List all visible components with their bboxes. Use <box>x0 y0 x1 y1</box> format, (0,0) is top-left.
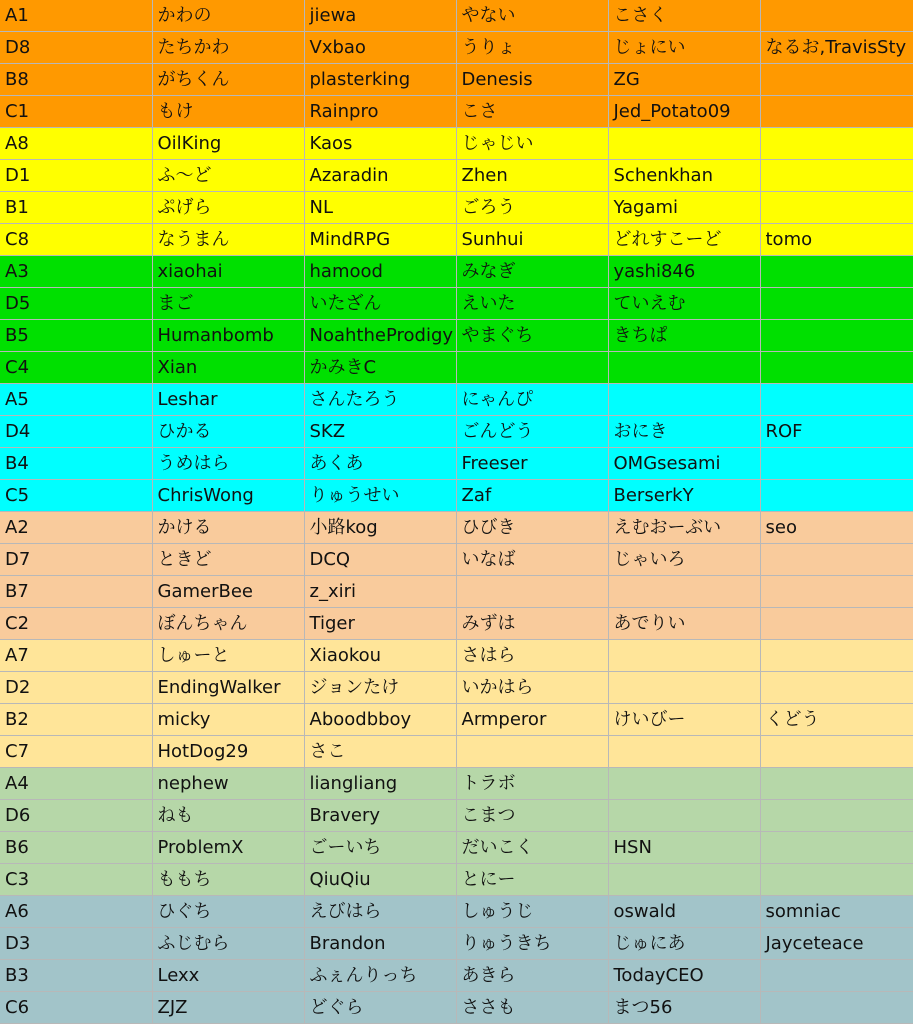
player-cell[interactable] <box>608 640 760 672</box>
slot-cell[interactable]: C5 <box>0 480 152 512</box>
player-cell[interactable]: tomo <box>760 224 913 256</box>
player-cell[interactable]: やまぐち <box>456 320 608 352</box>
player-cell[interactable]: ひびき <box>456 512 608 544</box>
player-cell[interactable]: かわの <box>152 0 304 32</box>
table-row <box>0 160 913 192</box>
player-cell[interactable]: えいた <box>456 288 608 320</box>
player-cell[interactable]: ProblemX <box>152 832 304 864</box>
player-cell[interactable]: くどう <box>760 704 913 736</box>
player-cell[interactable]: ごんどう <box>456 416 608 448</box>
player-cell[interactable]: りゅうきち <box>456 928 608 960</box>
slot-cell[interactable]: D1 <box>0 160 152 192</box>
player-cell[interactable]: やない <box>456 0 608 32</box>
player-cell[interactable]: nephew <box>152 768 304 800</box>
slot-cell[interactable]: A2 <box>0 512 152 544</box>
table-row <box>0 192 913 224</box>
table-row <box>0 480 913 512</box>
slot-cell[interactable]: C8 <box>0 224 152 256</box>
player-cell[interactable]: Zhen <box>456 160 608 192</box>
table-row <box>0 704 913 736</box>
slot-cell[interactable]: C6 <box>0 992 152 1024</box>
player-cell[interactable]: ささも <box>456 992 608 1024</box>
player-cell[interactable]: EndingWalker <box>152 672 304 704</box>
player-cell[interactable]: おにき <box>608 416 760 448</box>
player-cell[interactable]: あきら <box>456 960 608 992</box>
player-cell[interactable]: Denesis <box>456 64 608 96</box>
player-cell[interactable]: じゃじい <box>456 128 608 160</box>
player-cell[interactable]: Schenkhan <box>608 160 760 192</box>
table-row <box>0 544 913 576</box>
slot-cell[interactable]: B1 <box>0 192 152 224</box>
player-cell[interactable]: micky <box>152 704 304 736</box>
player-cell[interactable] <box>760 160 913 192</box>
player-cell[interactable] <box>760 96 913 128</box>
slot-cell[interactable]: C4 <box>0 352 152 384</box>
player-cell[interactable]: ときど <box>152 544 304 576</box>
slot-cell[interactable]: D5 <box>0 288 152 320</box>
player-cell[interactable]: Leshar <box>152 384 304 416</box>
player-cell[interactable] <box>760 128 913 160</box>
player-cell[interactable]: ねも <box>152 800 304 832</box>
player-cell[interactable]: ごーいち <box>304 832 456 864</box>
player-cell[interactable]: じゃいろ <box>608 544 760 576</box>
slot-cell[interactable]: A4 <box>0 768 152 800</box>
player-cell[interactable]: Azaradin <box>304 160 456 192</box>
player-cell[interactable]: Bravery <box>304 800 456 832</box>
player-cell[interactable]: みずは <box>456 608 608 640</box>
player-cell[interactable] <box>456 736 608 768</box>
player-cell[interactable]: HSN <box>608 832 760 864</box>
slot-cell[interactable]: C3 <box>0 864 152 896</box>
player-cell[interactable]: ZG <box>608 64 760 96</box>
player-cell[interactable]: さんたろう <box>304 384 456 416</box>
slot-cell[interactable]: A8 <box>0 128 152 160</box>
player-cell[interactable]: こさ <box>456 96 608 128</box>
table-row <box>0 768 913 800</box>
slot-cell[interactable]: A5 <box>0 384 152 416</box>
player-cell[interactable] <box>760 672 913 704</box>
player-cell[interactable]: なるお,TravisSty <box>760 32 913 64</box>
table-row <box>0 992 913 1024</box>
table-row <box>0 352 913 384</box>
table-row <box>0 608 913 640</box>
player-cell[interactable] <box>608 800 760 832</box>
table-row <box>0 128 913 160</box>
player-cell[interactable]: ROF <box>760 416 913 448</box>
table-row <box>0 320 913 352</box>
player-cell[interactable]: Aboodbboy <box>304 704 456 736</box>
player-cell[interactable]: Brandon <box>304 928 456 960</box>
player-cell[interactable]: jiewa <box>304 0 456 32</box>
player-cell[interactable]: Armperor <box>456 704 608 736</box>
player-cell[interactable] <box>760 832 913 864</box>
player-cell[interactable] <box>760 960 913 992</box>
player-cell[interactable]: みなぎ <box>456 256 608 288</box>
table-row <box>0 224 913 256</box>
player-cell[interactable]: GamerBee <box>152 576 304 608</box>
player-cell[interactable]: DCQ <box>304 544 456 576</box>
player-cell[interactable]: ぼんちゃん <box>152 608 304 640</box>
player-cell[interactable]: 小路kog <box>304 512 456 544</box>
slot-cell[interactable]: D7 <box>0 544 152 576</box>
player-cell[interactable] <box>608 352 760 384</box>
table-row <box>0 416 913 448</box>
player-cell[interactable]: ていえむ <box>608 288 760 320</box>
player-cell[interactable]: HotDog29 <box>152 736 304 768</box>
table-row <box>0 0 913 32</box>
player-cell[interactable]: SKZ <box>304 416 456 448</box>
player-cell[interactable] <box>456 576 608 608</box>
player-cell[interactable]: いたざん <box>304 288 456 320</box>
player-cell[interactable] <box>760 64 913 96</box>
player-cell[interactable] <box>760 288 913 320</box>
player-cell[interactable] <box>760 448 913 480</box>
player-cell[interactable]: Yagami <box>608 192 760 224</box>
player-cell[interactable]: さこ <box>304 736 456 768</box>
slot-cell[interactable]: B5 <box>0 320 152 352</box>
player-cell[interactable]: ごろう <box>456 192 608 224</box>
slot-cell[interactable]: D6 <box>0 800 152 832</box>
player-cell[interactable]: Tiger <box>304 608 456 640</box>
player-cell[interactable]: ジョンたけ <box>304 672 456 704</box>
player-cell[interactable] <box>608 768 760 800</box>
table-row <box>0 736 913 768</box>
slot-cell[interactable]: A3 <box>0 256 152 288</box>
player-cell[interactable]: ChrisWong <box>152 480 304 512</box>
player-cell[interactable]: NL <box>304 192 456 224</box>
player-cell[interactable] <box>760 640 913 672</box>
player-cell[interactable]: うめはら <box>152 448 304 480</box>
player-cell[interactable] <box>760 0 913 32</box>
table-row <box>0 896 913 928</box>
player-cell[interactable] <box>608 736 760 768</box>
player-cell[interactable]: Rainpro <box>304 96 456 128</box>
player-cell[interactable]: ひぐち <box>152 896 304 928</box>
table-row <box>0 96 913 128</box>
table-row <box>0 960 913 992</box>
player-cell[interactable]: Freeser <box>456 448 608 480</box>
player-cell[interactable]: こさく <box>608 0 760 32</box>
table-row <box>0 64 913 96</box>
player-cell[interactable]: まつ56 <box>608 992 760 1024</box>
player-cell[interactable] <box>760 992 913 1024</box>
player-cell[interactable]: さはら <box>456 640 608 672</box>
slot-cell[interactable]: D8 <box>0 32 152 64</box>
player-cell[interactable]: かみきC <box>304 352 456 384</box>
player-cell[interactable] <box>760 544 913 576</box>
slot-cell[interactable]: D4 <box>0 416 152 448</box>
player-cell[interactable]: NoahtheProdigy <box>304 320 456 352</box>
player-cell[interactable] <box>760 768 913 800</box>
player-cell[interactable]: plasterking <box>304 64 456 96</box>
table-row <box>0 288 913 320</box>
slot-cell[interactable]: A7 <box>0 640 152 672</box>
player-cell[interactable] <box>760 256 913 288</box>
player-cell[interactable] <box>760 320 913 352</box>
player-cell[interactable]: Jed_Potato09 <box>608 96 760 128</box>
table-row <box>0 928 913 960</box>
slot-cell[interactable]: C2 <box>0 608 152 640</box>
player-cell[interactable]: いなば <box>456 544 608 576</box>
slot-cell[interactable]: B6 <box>0 832 152 864</box>
table-row <box>0 256 913 288</box>
player-cell[interactable] <box>760 192 913 224</box>
player-cell[interactable] <box>760 576 913 608</box>
slot-cell[interactable]: B2 <box>0 704 152 736</box>
player-cell[interactable]: hamood <box>304 256 456 288</box>
player-cell[interactable]: Xian <box>152 352 304 384</box>
player-cell[interactable]: Xiaokou <box>304 640 456 672</box>
player-cell[interactable]: liangliang <box>304 768 456 800</box>
slot-cell[interactable]: B8 <box>0 64 152 96</box>
player-cell[interactable] <box>608 384 760 416</box>
player-cell[interactable]: xiaohai <box>152 256 304 288</box>
slot-cell[interactable]: B7 <box>0 576 152 608</box>
table-row <box>0 832 913 864</box>
player-cell[interactable]: ひかる <box>152 416 304 448</box>
table-row <box>0 640 913 672</box>
slot-cell[interactable]: B3 <box>0 960 152 992</box>
player-cell[interactable]: TodayCEO <box>608 960 760 992</box>
slot-cell[interactable]: D3 <box>0 928 152 960</box>
player-cell[interactable]: Lexx <box>152 960 304 992</box>
player-cell[interactable]: えびはら <box>304 896 456 928</box>
player-cell[interactable]: えむおーぶい <box>608 512 760 544</box>
player-cell[interactable]: にゃんぴ <box>456 384 608 416</box>
player-cell[interactable]: ふじむら <box>152 928 304 960</box>
player-cell[interactable]: たちかわ <box>152 32 304 64</box>
table-row <box>0 512 913 544</box>
player-cell[interactable]: oswald <box>608 896 760 928</box>
slot-cell[interactable]: C7 <box>0 736 152 768</box>
player-cell[interactable]: MindRPG <box>304 224 456 256</box>
player-cell[interactable]: ぷげら <box>152 192 304 224</box>
table-row <box>0 576 913 608</box>
player-cell[interactable]: Humanbomb <box>152 320 304 352</box>
player-cell[interactable] <box>760 608 913 640</box>
table-row <box>0 864 913 896</box>
player-cell[interactable]: Jayceteace <box>760 928 913 960</box>
player-cell[interactable]: がちくん <box>152 64 304 96</box>
player-cell[interactable]: なうまん <box>152 224 304 256</box>
table-row <box>0 672 913 704</box>
player-cell[interactable] <box>608 864 760 896</box>
player-cell[interactable] <box>760 864 913 896</box>
player-cell[interactable]: もけ <box>152 96 304 128</box>
player-cell[interactable]: あくあ <box>304 448 456 480</box>
player-cell[interactable]: Sunhui <box>456 224 608 256</box>
table-row <box>0 32 913 64</box>
player-cell[interactable]: Zaf <box>456 480 608 512</box>
player-cell[interactable]: かける <box>152 512 304 544</box>
player-cell[interactable] <box>760 384 913 416</box>
player-cell[interactable] <box>760 736 913 768</box>
player-cell[interactable]: しゅうじ <box>456 896 608 928</box>
player-cell[interactable]: QiuQiu <box>304 864 456 896</box>
player-cell[interactable]: どれすこーど <box>608 224 760 256</box>
player-cell[interactable]: トラボ <box>456 768 608 800</box>
player-cell[interactable] <box>760 800 913 832</box>
player-cell[interactable]: Kaos <box>304 128 456 160</box>
slot-cell[interactable]: A1 <box>0 0 152 32</box>
player-cell[interactable]: あでりい <box>608 608 760 640</box>
player-cell[interactable]: とにー <box>456 864 608 896</box>
player-cell[interactable]: いかはら <box>456 672 608 704</box>
table-row <box>0 448 913 480</box>
player-cell[interactable] <box>760 352 913 384</box>
player-cell[interactable]: まご <box>152 288 304 320</box>
player-cell[interactable] <box>456 352 608 384</box>
player-cell[interactable] <box>760 480 913 512</box>
player-cell[interactable]: けいびー <box>608 704 760 736</box>
player-cell[interactable] <box>608 128 760 160</box>
player-cell[interactable] <box>608 672 760 704</box>
player-cell[interactable]: ふぇんりっち <box>304 960 456 992</box>
slot-cell[interactable]: C1 <box>0 96 152 128</box>
player-cell[interactable]: seo <box>760 512 913 544</box>
player-cell[interactable]: りゅうせい <box>304 480 456 512</box>
player-cell[interactable]: どぐら <box>304 992 456 1024</box>
player-cell[interactable]: きちぱ <box>608 320 760 352</box>
player-cell[interactable]: ふ～ど <box>152 160 304 192</box>
player-cell[interactable]: Vxbao <box>304 32 456 64</box>
table-row <box>0 800 913 832</box>
slot-cell[interactable]: B4 <box>0 448 152 480</box>
player-cell[interactable]: yashi846 <box>608 256 760 288</box>
player-cell[interactable] <box>608 576 760 608</box>
player-cell[interactable]: うりょ <box>456 32 608 64</box>
table-row <box>0 384 913 416</box>
player-cell[interactable]: OilKing <box>152 128 304 160</box>
player-cell[interactable]: しゅーと <box>152 640 304 672</box>
player-cell[interactable]: ZJZ <box>152 992 304 1024</box>
slot-cell[interactable]: A6 <box>0 896 152 928</box>
player-cell[interactable]: somniac <box>760 896 913 928</box>
player-cell[interactable]: だいこく <box>456 832 608 864</box>
player-cell[interactable]: こまつ <box>456 800 608 832</box>
player-cell[interactable]: じゅにあ <box>608 928 760 960</box>
player-cell[interactable]: ももち <box>152 864 304 896</box>
player-cell[interactable]: BerserkY <box>608 480 760 512</box>
slot-cell[interactable]: D2 <box>0 672 152 704</box>
player-cell[interactable]: じょにい <box>608 32 760 64</box>
player-cell[interactable]: OMGsesami <box>608 448 760 480</box>
player-cell[interactable]: z_xiri <box>304 576 456 608</box>
